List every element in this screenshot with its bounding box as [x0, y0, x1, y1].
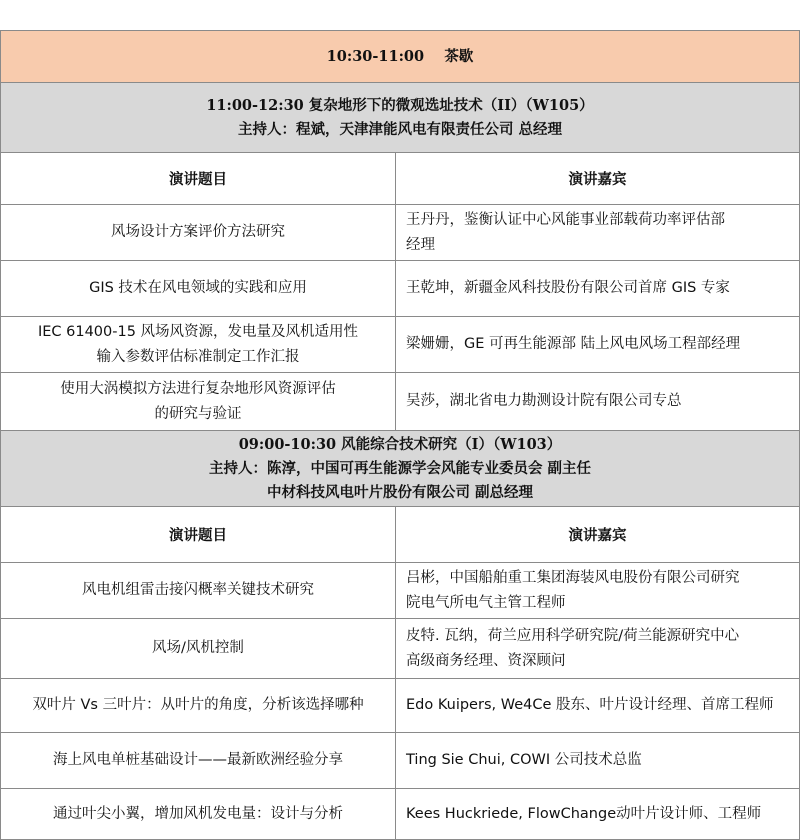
- table-row: [0, 678, 800, 732]
- session-1-column-header: [0, 152, 800, 204]
- talk-topic: 风场/风机控制: [152, 640, 244, 656]
- speaker-column-header: 演讲嘉宾: [395, 507, 799, 562]
- talk-topic: 通过叶尖小翼，增加风机发电量：设计与分析: [53, 805, 343, 822]
- talk-topic: IEC 61400-15 风场风资源，发电量及风机适用性 输入参数评估标准制定工作汇报: [37, 323, 359, 365]
- topic-column-header: 演讲题目: [169, 527, 227, 544]
- table-row: [0, 562, 800, 618]
- session-2-host-affiliation: 中材科技风电叶片股份有限公司 副总经理: [266, 483, 534, 501]
- talk-topic: GIS 技术在风电领域的实践和应用: [89, 280, 307, 296]
- session-2-header: [0, 430, 800, 506]
- table-row: [0, 372, 800, 430]
- tea-break-time: 10:30-11:00: [326, 47, 425, 65]
- table-row: [0, 732, 800, 788]
- session-1-header: [0, 82, 800, 152]
- talk-speaker: 吴莎，湖北省电力勘测设计院有限公司专总: [395, 373, 799, 430]
- talk-speaker: 皮特. 瓦纳，荷兰应用科学研究院/荷兰能源研究中心 高级商务经理、资深顾问: [395, 619, 799, 678]
- talk-topic: 风电机组雷击接闪概率关键技术研究: [82, 582, 314, 598]
- talk-speaker: Kees Huckriede, FlowChange动叶片设计师、工程师: [395, 789, 799, 839]
- session-2-title: 09:00-10:30 风能综合技术研究（I）（W103）: [238, 435, 562, 453]
- talk-speaker: 梁姗姗，GE 可再生能源部 陆上风电风场工程部经理: [395, 317, 799, 372]
- speaker-column-header: 演讲嘉宾: [395, 153, 799, 204]
- talk-topic: 双叶片 Vs 三叶片：从叶片的角度，分析该选择哪种: [32, 697, 364, 713]
- table-row: [0, 204, 800, 260]
- session-2-column-header: [0, 506, 800, 562]
- session-1-title: 11:00-12:30 复杂地形下的微观选址技术（II）（W105）: [206, 96, 594, 114]
- table-row: [0, 788, 800, 840]
- talk-topic: 风场设计方案评价方法研究: [111, 224, 285, 240]
- session-2-host: 主持人：陈淳，中国可再生能源学会风能专业委员会 副主任: [208, 459, 592, 477]
- talk-speaker: Ting Sie Chui, COWI 公司技术总监: [395, 733, 799, 788]
- tea-break-label: 茶歇: [444, 47, 474, 65]
- session-1-host: 主持人：程斌，天津津能风电有限责任公司 总经理: [237, 120, 563, 138]
- talk-speaker: Edo Kuipers, We4Ce 股东、叶片设计经理、首席工程师: [395, 679, 799, 732]
- tea-break-text: [327, 45, 474, 69]
- talk-speaker: 王丹丹，鉴衡认证中心风能事业部载荷功率评估部 经理: [395, 205, 799, 260]
- topic-column-header: 演讲题目: [169, 171, 227, 188]
- talk-speaker: 吕彬，中国船舶重工集团海装风电股份有限公司研究 院电气所电气主管工程师: [395, 563, 799, 618]
- talk-topic: 海上风电单桩基础设计——最新欧洲经验分享: [53, 752, 343, 768]
- talk-speaker: 王乾坤，新疆金风科技股份有限公司首席 GIS 专家: [395, 261, 799, 316]
- table-row: [0, 260, 800, 316]
- table-row: [0, 618, 800, 678]
- talk-topic: 使用大涡模拟方法进行复杂地形风资源评估 的研究与验证: [60, 380, 336, 422]
- table-row: [0, 316, 800, 372]
- tea-break-row: [0, 30, 800, 82]
